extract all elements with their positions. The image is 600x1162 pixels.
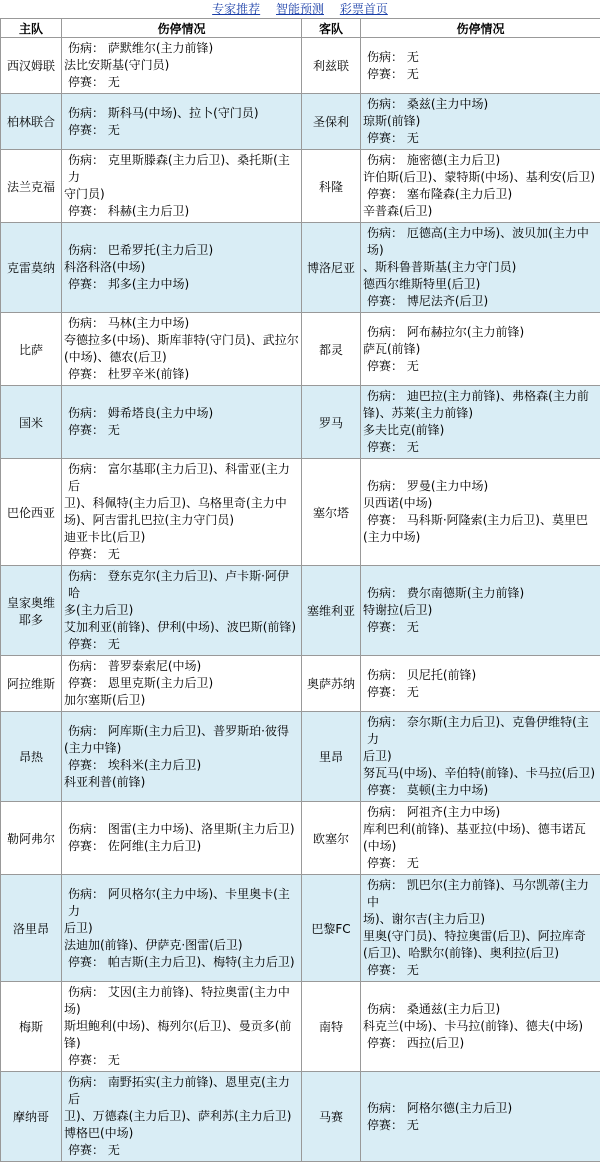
injury-line: 迪亚卡比(后卫)	[64, 529, 299, 546]
injury-line: 法比安斯基(守门员)	[64, 57, 299, 74]
home-injury-info	[62, 150, 302, 223]
injury-line: 守门员)	[64, 186, 299, 203]
injury-line: 停赛： 无	[363, 358, 598, 375]
home-injury-info	[62, 875, 302, 982]
injury-line: 科洛科洛(中场)	[64, 259, 299, 276]
injury-line: 伤病： 巴希罗托(主力后卫)	[64, 242, 299, 259]
home-injury-info	[62, 459, 302, 566]
nav-link-expert[interactable]: 专家推荐	[212, 2, 260, 16]
home-team-name: 摩纳哥	[1, 1072, 62, 1162]
away-injury-info	[361, 94, 600, 150]
table-row	[1, 982, 600, 1072]
table-row	[1, 656, 600, 712]
injury-line: 停赛： 无	[363, 962, 598, 979]
away-team-name: 巴黎FC	[302, 875, 361, 982]
injury-line: 伤病： 图雷(主力中场)、洛里斯(主力后卫)	[64, 821, 299, 838]
injury-line: 贝西诺(中场)	[363, 495, 598, 512]
table-row	[1, 875, 600, 982]
injury-line: 停赛： 邦多(主力中场)	[64, 276, 299, 293]
injury-line: 艾加利亚(前锋)、伊利(中场)、波巴斯(前锋)	[64, 619, 299, 636]
table-row	[1, 223, 600, 313]
injury-line: 多(主力后卫)	[64, 602, 299, 619]
away-injury-info	[361, 712, 600, 802]
injury-line: 科克兰(中场)、卡马拉(前锋)、德夫(中场)	[363, 1018, 598, 1035]
injury-line: 后卫)	[363, 748, 598, 765]
table-row	[1, 1072, 600, 1162]
home-team-name: 洛里昂	[1, 875, 62, 982]
injury-line: 伤病： 阿库斯(主力后卫)、普罗斯珀·彼得	[64, 723, 299, 740]
home-team-name: 国米	[1, 386, 62, 459]
home-injury-info	[62, 223, 302, 313]
top-nav	[0, 0, 600, 18]
table-body	[1, 38, 600, 1162]
injury-line: 伤病： 奈尔斯(主力后卫)、克鲁伊维特(主力	[363, 714, 598, 748]
injury-line: 伤病： 罗曼(主力中场)	[363, 478, 598, 495]
home-injury-info	[62, 386, 302, 459]
injury-line: (中场)、德农(后卫)	[64, 349, 299, 366]
home-team-name: 巴伦西亚	[1, 459, 62, 566]
injury-line: 多夫比克(前锋)	[363, 422, 598, 439]
home-team-name: 皇家奥维耶多	[1, 566, 62, 656]
away-team-name: 奥萨苏纳	[302, 656, 361, 712]
away-team-name: 里昂	[302, 712, 361, 802]
away-injury-info	[361, 459, 600, 566]
table-row	[1, 386, 600, 459]
injury-line: 伤病： 迪巴拉(主力前锋)、弗格森(主力前	[363, 388, 598, 405]
injury-line: 伤病： 桑兹(主力中场)	[363, 96, 598, 113]
away-injury-info	[361, 150, 600, 223]
injury-line: 斯坦鲍利(中场)、梅列尔(后卫)、曼贡多(前	[64, 1018, 299, 1035]
table-row	[1, 313, 600, 386]
away-team-name: 欧塞尔	[302, 802, 361, 875]
injury-line: 停赛： 无	[64, 1052, 299, 1069]
injury-line: 伤病： 施密德(主力后卫)	[363, 152, 598, 169]
injury-line: 停赛： 无	[64, 74, 299, 91]
injury-line: 德西尔维斯特里(后卫)	[363, 276, 598, 293]
injury-line: 停赛： 莫顿(主力中场)	[363, 782, 598, 799]
injury-line: 停赛： 科赫(主力后卫)	[64, 203, 299, 220]
injury-line: 博格巴(中场)	[64, 1125, 299, 1142]
injury-line: 停赛： 恩里克斯(主力后卫)	[64, 675, 299, 692]
home-team-name: 西汉姆联	[1, 38, 62, 94]
home-team-name: 法兰克福	[1, 150, 62, 223]
home-injury-info	[62, 38, 302, 94]
away-injury-info	[361, 223, 600, 313]
injury-line: 后卫)	[64, 920, 299, 937]
table-row	[1, 566, 600, 656]
injury-line: 停赛： 帕吉斯(主力后卫)、梅特(主力后卫)	[64, 954, 299, 971]
header-home-team: 主队	[1, 19, 62, 38]
injury-line: 锋)、苏莱(主力前锋)	[363, 405, 598, 422]
injury-line: 停赛： 无	[64, 1142, 299, 1159]
injury-line: 停赛： 无	[363, 1117, 598, 1134]
table-row	[1, 712, 600, 802]
injury-line: 伤病： 凯巴尔(主力前锋)、马尔凯蒂(主力中	[363, 877, 598, 911]
injury-line: 伤病： 克里斯滕森(主力后卫)、桑托斯(主力	[64, 152, 299, 186]
injury-line: 里奥(守门员)、特拉奥雷(后卫)、阿拉库奇	[363, 928, 598, 945]
away-team-name: 塞尔塔	[302, 459, 361, 566]
away-injury-info	[361, 38, 600, 94]
injury-line: 加尔塞斯(后卫)	[64, 692, 299, 709]
away-team-name: 南特	[302, 982, 361, 1072]
away-injury-info	[361, 1072, 600, 1162]
injury-line: 伤病： 阿格尔德(主力后卫)	[363, 1100, 598, 1117]
injury-line: 停赛： 无	[64, 122, 299, 139]
table-row	[1, 459, 600, 566]
injury-line: 伤病： 南野拓实(主力前锋)、恩里克(主力后	[64, 1074, 299, 1108]
away-team-name: 博洛尼亚	[302, 223, 361, 313]
injury-line: 伤病： 斯科马(中场)、拉卜(守门员)	[64, 105, 299, 122]
injury-line: 科亚利普(前锋)	[64, 774, 299, 791]
injury-line: 伤病： 姆希塔良(主力中场)	[64, 405, 299, 422]
table-row	[1, 802, 600, 875]
injury-line: (后卫)、哈默尔(前锋)、奥利拉(后卫)	[363, 945, 598, 962]
injury-line: 场)、阿吉雷扎巴拉(主力守门员)	[64, 512, 299, 529]
injury-line: 伤病： 富尔基耶(主力后卫)、科雷亚(主力后	[64, 461, 299, 495]
injury-line: 许伯斯(后卫)、蒙特斯(中场)、基利安(后卫)	[363, 169, 598, 186]
injury-line: 伤病： 桑通兹(主力后卫)	[363, 1001, 598, 1018]
table-row	[1, 38, 600, 94]
injury-line: 卫)、科佩特(主力后卫)、乌格里奇(主力中	[64, 495, 299, 512]
home-injury-info	[62, 982, 302, 1072]
home-injury-info	[62, 802, 302, 875]
injury-line: 库利巴利(前锋)、基亚拉(中场)、德韦诺瓦	[363, 821, 598, 838]
injury-line: 伤病： 阿祖齐(主力中场)	[363, 804, 598, 821]
injury-line: 停赛： 无	[363, 66, 598, 83]
injury-line: (中场)	[363, 838, 598, 855]
away-injury-info	[361, 982, 600, 1072]
injury-line: 萨瓦(前锋)	[363, 341, 598, 358]
injury-line: 伤病： 马林(主力中场)	[64, 315, 299, 332]
injury-line: 伤病： 阿布赫拉尔(主力前锋)	[363, 324, 598, 341]
injury-line: 停赛： 无	[363, 855, 598, 872]
injury-line: 停赛： 佐阿维(主力后卫)	[64, 838, 299, 855]
away-team-name: 圣保利	[302, 94, 361, 150]
injury-line: 、斯科鲁普斯基(主力守门员)	[363, 259, 598, 276]
away-team-name: 科隆	[302, 150, 361, 223]
injury-line: 锋)	[64, 1035, 299, 1052]
injury-line: (主力中场)	[363, 529, 598, 546]
injury-line: 停赛： 无	[363, 130, 598, 147]
injury-table	[0, 18, 600, 1162]
injury-line: 停赛： 无	[363, 439, 598, 456]
injury-line: 伤病： 萨默维尔(主力前锋)	[64, 40, 299, 57]
nav-link-lottery-home[interactable]: 彩票首页	[340, 2, 388, 16]
header-away-team: 客队	[302, 19, 361, 38]
injury-line: 停赛： 塞布隆森(主力后卫)	[363, 186, 598, 203]
away-team-name: 都灵	[302, 313, 361, 386]
away-team-name: 罗马	[302, 386, 361, 459]
away-team-name: 马赛	[302, 1072, 361, 1162]
injury-line: 琼斯(前锋)	[363, 113, 598, 130]
injury-line: 伤病： 登东克尔(主力后卫)、卢卡斯·阿伊哈	[64, 568, 299, 602]
injury-line: 伤病： 费尔南德斯(主力前锋)	[363, 585, 598, 602]
injury-line: 努瓦马(中场)、辛伯特(前锋)、卡马拉(后卫)	[363, 765, 598, 782]
injury-line: 停赛： 西拉(后卫)	[363, 1035, 598, 1052]
injury-line: 伤病： 贝尼托(前锋)	[363, 667, 598, 684]
home-injury-info	[62, 313, 302, 386]
injury-line: 伤病： 无	[363, 49, 598, 66]
injury-line: 伤病： 阿贝格尔(主力中场)、卡里奥卡(主力	[64, 886, 299, 920]
injury-line: 场)、谢尔吉(主力后卫)	[363, 911, 598, 928]
home-team-name: 梅斯	[1, 982, 62, 1072]
home-team-name: 昂热	[1, 712, 62, 802]
home-team-name: 阿拉维斯	[1, 656, 62, 712]
injury-line: 停赛： 博尼法齐(后卫)	[363, 293, 598, 310]
injury-line: 停赛： 无	[363, 619, 598, 636]
header-home-injury: 伤停情况	[62, 19, 302, 38]
injury-line: 伤病： 艾因(主力前锋)、特拉奥雷(主力中	[64, 984, 299, 1001]
home-team-name: 克雷莫纳	[1, 223, 62, 313]
home-injury-info	[62, 1072, 302, 1162]
injury-line: 伤病： 厄德高(主力中场)、波贝加(主力中场)	[363, 225, 598, 259]
away-injury-info	[361, 656, 600, 712]
injury-line: 停赛： 无	[363, 684, 598, 701]
injury-line: 停赛： 杜罗辛米(前锋)	[64, 366, 299, 383]
home-injury-info	[62, 566, 302, 656]
home-team-name: 勒阿弗尔	[1, 802, 62, 875]
injury-line: 停赛： 无	[64, 636, 299, 653]
away-injury-info	[361, 875, 600, 982]
table-row	[1, 94, 600, 150]
header-away-injury: 伤停情况	[361, 19, 600, 38]
away-injury-info	[361, 802, 600, 875]
away-team-name: 利兹联	[302, 38, 361, 94]
injury-line: 卫)、万德森(主力后卫)、萨利苏(主力后卫)	[64, 1108, 299, 1125]
away-team-name: 塞维利亚	[302, 566, 361, 656]
injury-line: 场)	[64, 1001, 299, 1018]
injury-line: 特谢拉(后卫)	[363, 602, 598, 619]
injury-line: 停赛： 埃科米(主力后卫)	[64, 757, 299, 774]
away-injury-info	[361, 313, 600, 386]
table-header-row	[1, 19, 600, 38]
away-injury-info	[361, 386, 600, 459]
away-injury-info	[361, 566, 600, 656]
home-team-name: 比萨	[1, 313, 62, 386]
table-row	[1, 150, 600, 223]
injury-line: 法迪加(前锋)、伊萨克·图雷(后卫)	[64, 937, 299, 954]
injury-line: 伤病： 普罗泰索尼(中场)	[64, 658, 299, 675]
home-team-name: 柏林联合	[1, 94, 62, 150]
injury-line: 停赛： 马科斯·阿隆索(主力后卫)、莫里巴	[363, 512, 598, 529]
home-injury-info	[62, 712, 302, 802]
injury-line: 辛普森(后卫)	[363, 203, 598, 220]
injury-line: 停赛： 无	[64, 546, 299, 563]
nav-link-prediction[interactable]: 智能预测	[276, 2, 324, 16]
injury-line: (主力中锋)	[64, 740, 299, 757]
home-injury-info	[62, 656, 302, 712]
injury-line: 夸德拉多(中场)、斯库菲特(守门员)、武拉尔	[64, 332, 299, 349]
injury-line: 停赛： 无	[64, 422, 299, 439]
home-injury-info	[62, 94, 302, 150]
